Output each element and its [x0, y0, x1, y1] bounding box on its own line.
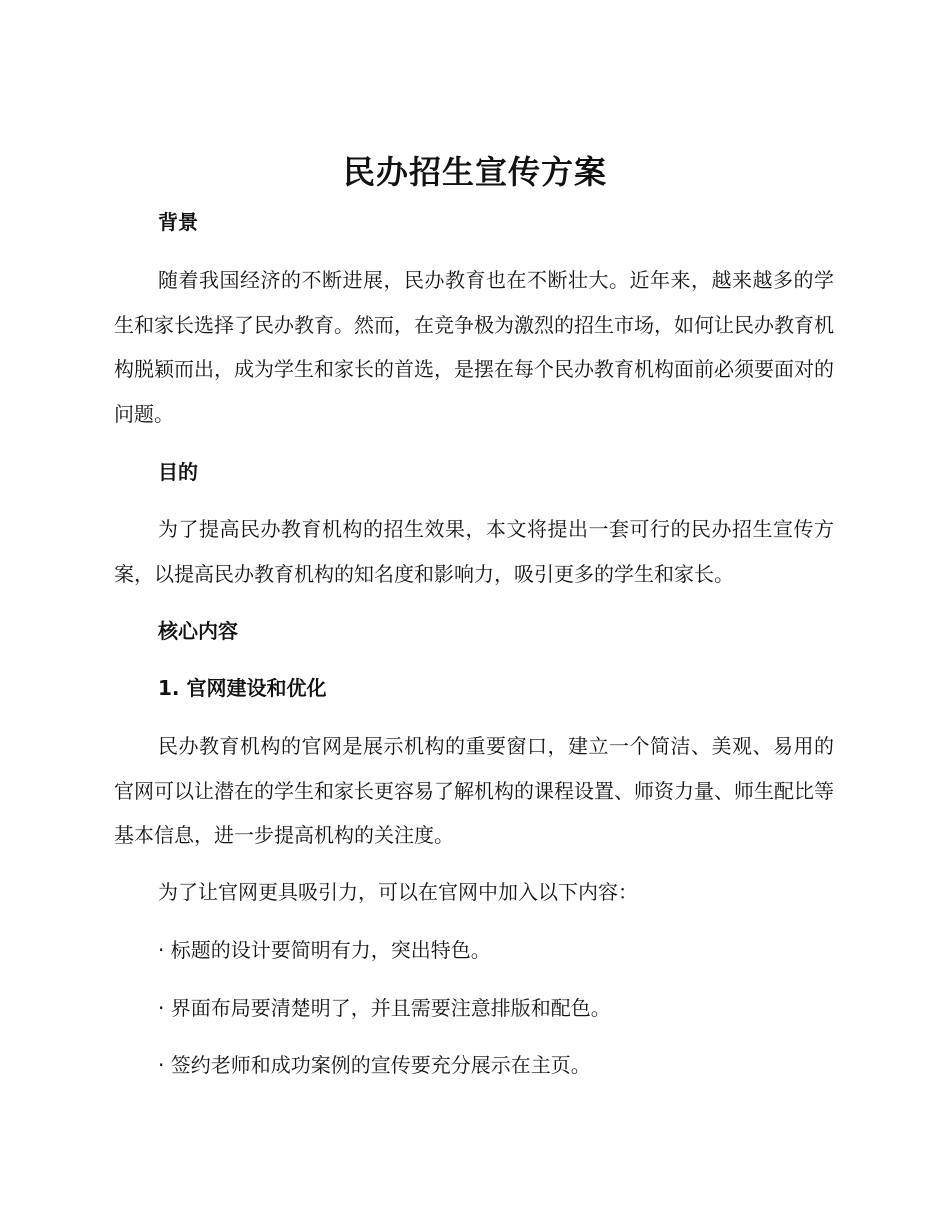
background-paragraph: 随着我国经济的不断进展，民办教育也在不断壮大。近年来，越来越多的学生和家长选择了民办教育。然而，在竞争极为激烈的招生市场，如何让民办教育机构脱颖而出，成为学生和家长的首选，是摆在每个民办教育机构面前必须要面对的问题。	[114, 268, 834, 426]
list-item: · 界面布局要清楚明了，并且需要注意排版和配色。	[158, 996, 611, 1020]
subheading-website: 1. 官网建设和优化	[158, 676, 327, 700]
section-heading-background: 背景	[158, 210, 198, 234]
section-heading-core-content: 核心内容	[158, 619, 238, 643]
section-heading-purpose: 目的	[158, 460, 198, 484]
purpose-paragraph: 为了提高民办教育机构的招生效果，本文将提出一套可行的民办招生宣传方案，以提高民办教育机构的知名度和影响力，吸引更多的学生和家长。	[114, 517, 834, 586]
document-title: 民办招生宣传方案	[342, 153, 607, 191]
list-item: · 签约老师和成功案例的宣传要充分展示在主页。	[158, 1053, 591, 1077]
website-paragraph: 民办教育机构的官网是展示机构的重要窗口，建立一个简洁、美观、易用的官网可以让潜在的学生和家长更容易了解机构的课程设置、师资力量、师生配比等基本信息，进一步提高机构的关注度。	[114, 734, 834, 847]
list-item: · 标题的设计要简明有力，突出特色。	[158, 938, 491, 962]
website-intro-paragraph: 为了让官网更具吸引力，可以在官网中加入以下内容：	[158, 880, 638, 904]
